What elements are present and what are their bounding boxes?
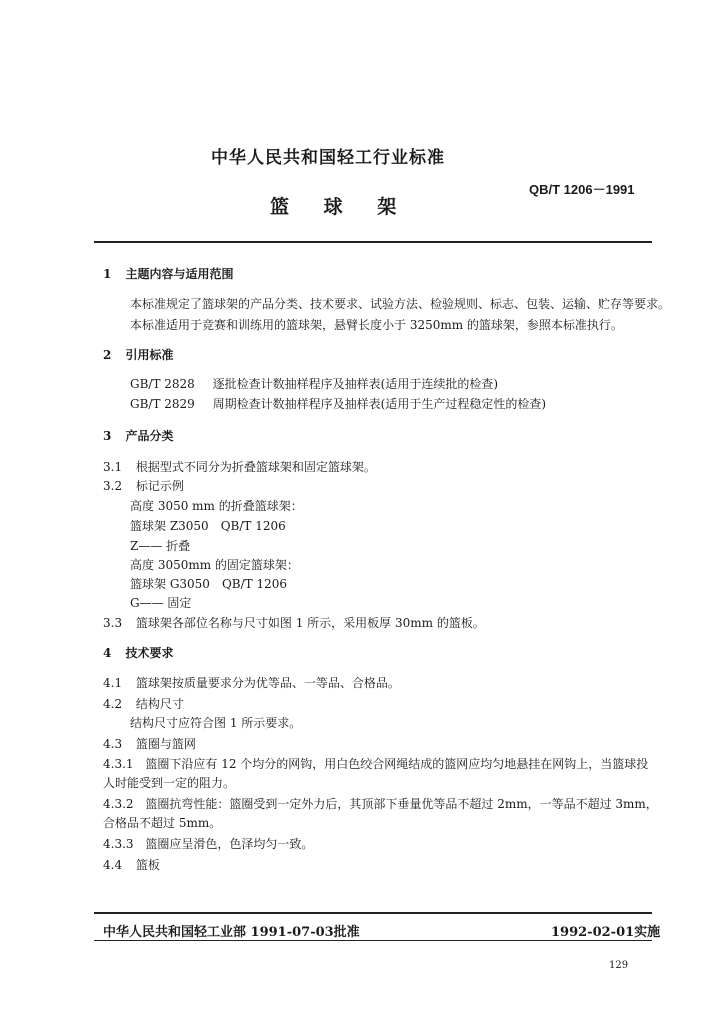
section-2-heading bbox=[103, 347, 174, 363]
section-4-heading bbox=[103, 645, 174, 661]
clause-text: 篮圈应呈滑色，色泽均匀一致。 bbox=[145, 837, 314, 851]
clause-3-2 bbox=[103, 478, 184, 494]
clause-4-3-2 bbox=[103, 796, 658, 812]
section-number: 2 bbox=[103, 348, 112, 362]
clause-text: 篮板 bbox=[135, 858, 160, 872]
clause-number: 4.3.3 bbox=[103, 837, 134, 851]
standard-code: QB/T 1206－1991 bbox=[529, 182, 635, 197]
clause-4-4 bbox=[103, 857, 160, 873]
section-number: 1 bbox=[103, 267, 112, 281]
section-1-heading bbox=[103, 266, 234, 282]
clause-number: 4.2 bbox=[103, 697, 123, 711]
clause-text: 篮圈下沿应有 12 个均分的网钩，用白色绞合网绳结成的篮网应均匀地悬挂在网钩上，当篮球投 bbox=[145, 757, 649, 771]
issuing-authority: 中华人民共和国轻工行业标准 bbox=[211, 148, 445, 168]
reference-2 bbox=[130, 396, 546, 412]
clause-number: 3.3 bbox=[103, 616, 123, 630]
clause-text: 标记示例 bbox=[135, 479, 184, 493]
clause-number: 3.2 bbox=[103, 479, 123, 493]
clause-4-3-1-continuation: 人时能受到一定的阻力。 bbox=[103, 776, 236, 790]
clause-4-2-body: 结构尺寸应符合图 1 所示要求。 bbox=[130, 716, 302, 730]
section-3-heading bbox=[103, 428, 174, 444]
footer-rule bbox=[94, 912, 652, 914]
clause-4-3-3 bbox=[103, 836, 313, 852]
approval-statement: 中华人民共和国轻工业部 1991-07-03批准 bbox=[103, 925, 360, 940]
section-1-paragraph-1: 本标准规定了篮球架的产品分类、技术要求、试验方法、检验规则、标志、包装、运输、贮存等要求。 bbox=[130, 297, 671, 311]
clause-text: 结构尺寸 bbox=[135, 697, 184, 711]
section-title: 技术要求 bbox=[125, 646, 174, 660]
clause-number: 4.4 bbox=[103, 858, 123, 872]
reference-code: GB/T 2828 bbox=[130, 377, 195, 391]
effective-date: 1992-02-01实施 bbox=[551, 925, 661, 940]
clause-text: 篮球架按质量要求分为优等品、一等品、合格品。 bbox=[135, 676, 400, 690]
reference-title: 逐批检查计数抽样程序及抽样表(适用于连续批的检查) bbox=[212, 377, 499, 391]
clause-text: 篮圈与篮网 bbox=[135, 737, 196, 751]
example-1-marking: 篮球架 Z3050 QB/T 1206 bbox=[130, 519, 286, 533]
clause-number: 3.1 bbox=[103, 460, 123, 474]
clause-4-3 bbox=[103, 736, 196, 752]
reference-1 bbox=[130, 376, 498, 392]
clause-number: 4.3.1 bbox=[103, 757, 134, 771]
example-2-description: 高度 3050mm 的固定篮球架： bbox=[130, 558, 299, 572]
clause-4-1 bbox=[103, 675, 400, 691]
example-1-key: Z—— 折叠 bbox=[130, 539, 191, 553]
document-title: 篮 球 架 bbox=[270, 196, 411, 218]
section-title: 引用标准 bbox=[125, 348, 174, 362]
example-2-key: G—— 固定 bbox=[130, 596, 192, 610]
clause-text: 篮球架各部位名称与尺寸如图 1 所示，采用板厚 30mm 的篮板。 bbox=[135, 616, 485, 630]
clause-4-3-1 bbox=[103, 756, 648, 772]
section-number: 3 bbox=[103, 429, 112, 443]
clause-text: 篮圈抗弯性能：篮圈受到一定外力后，其顶部下垂量优等品不超过 2mm，一等品不超过 3mm， bbox=[145, 797, 658, 811]
clause-number: 4.3.2 bbox=[103, 797, 134, 811]
clause-3-3 bbox=[103, 615, 485, 631]
clause-number: 4.3 bbox=[103, 737, 123, 751]
page-number: 129 bbox=[609, 960, 629, 971]
example-1-description: 高度 3050 mm 的折叠篮球架： bbox=[130, 499, 303, 513]
footer-rule-bottom bbox=[94, 940, 652, 941]
clause-4-3-2-continuation: 合格品不超过 5mm。 bbox=[103, 816, 222, 830]
clause-text: 根据型式不同分为折叠篮球架和固定篮球架。 bbox=[135, 460, 376, 474]
section-1-paragraph-2: 本标准适用于竞赛和训练用的篮球架，悬臂长度小于 3250mm 的篮球架，参照本标准执行。 bbox=[130, 318, 623, 332]
section-number: 4 bbox=[103, 646, 112, 660]
clause-4-2 bbox=[103, 696, 184, 712]
header-rule bbox=[94, 241, 652, 243]
reference-code: GB/T 2829 bbox=[130, 397, 195, 411]
section-title: 主题内容与适用范围 bbox=[125, 267, 234, 281]
example-2-marking: 篮球架 G3050 QB/T 1206 bbox=[130, 577, 287, 591]
clause-3-1 bbox=[103, 459, 376, 475]
section-title: 产品分类 bbox=[125, 429, 174, 443]
reference-title: 周期检查计数抽样程序及抽样表(适用于生产过程稳定性的检查) bbox=[212, 397, 547, 411]
clause-number: 4.1 bbox=[103, 676, 123, 690]
